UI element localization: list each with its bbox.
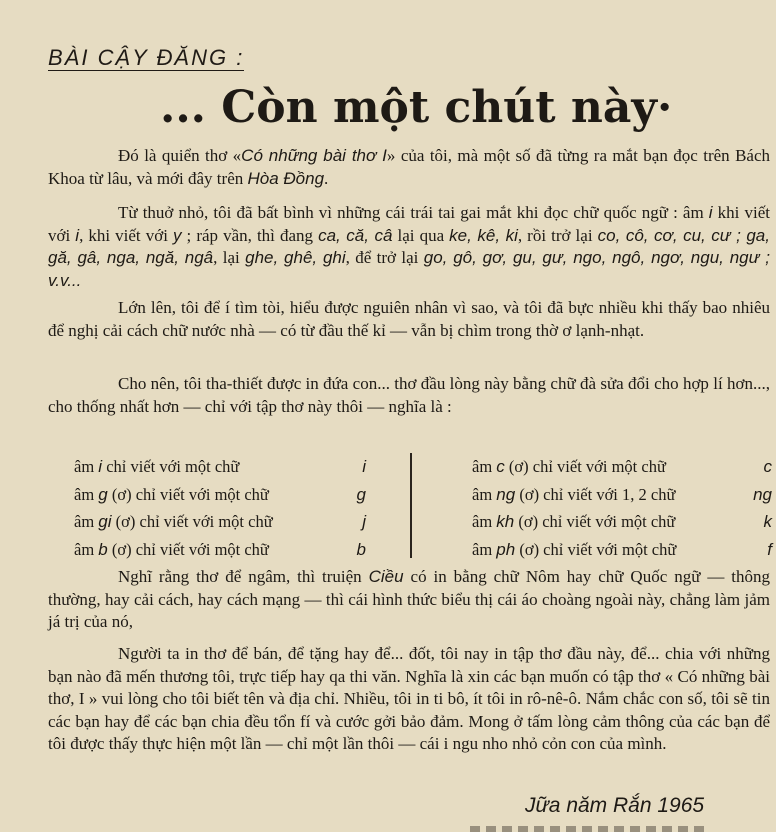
rule-row: âm kh (ơ) chỉ viết với một chữ k	[472, 512, 772, 531]
signature-date: Jữa năm Rắn 1965	[525, 794, 705, 817]
paragraph-6: Người ta in thơ để bán, để tặng hay để... đốt, tôi nay in tập thơ đầu này, để... chia với những bạn nào đã mến thương tôi, trực tiếp hay qa thi văn. Nghĩa là xin các bạn muốn có tập thơ « Có những bài thơ, I » vui lòng cho tôi biết tên và địa chỉ. Nhiều, tôi in ti bô, ít tôi in rô-nê-ô. Nắm chắc con số, tôi sẽ tin các bạn hay để các bạn chia đều tổn fí và cước gởi bảo đảm. Mong ở tấm lòng cảm thông của các bạn để tôi được thấy thực hiện một lần — chỉ một lần thôi — cái i ngu nho nhỏ cỏn con của mình.	[48, 644, 770, 753]
paragraph-5: Nghĩ rằng thơ để ngâm, thì truiện Ciều có in bằng chữ Nôm hay chữ Quốc ngữ — thông thường, hay cải cách, hay cách mạng — thì cái hình thức biểu thị cái áo choàng ngoài này, chẳng làm jảm já trị của nó,	[48, 567, 770, 631]
rule-row: âm ph (ơ) chỉ viết với một chữ f	[472, 539, 772, 559]
rule-row: âm c (ơ) chỉ viết với một chữ c	[472, 457, 772, 476]
rule-row: âm ng (ơ) chỉ viết với 1, 2 chữ ng	[472, 484, 772, 504]
paragraph-4: Cho nên, tôi tha-thiết được in đứa con... thơ đầu lòng này bằng chữ đà sửa đổi cho hợp lí hơn..., cho thống nhất hơn — chỉ với tập thơ này thôi — nghĩa là :	[48, 374, 770, 416]
paragraph-3: Lớn lên, tôi để í tìm tòi, hiểu được nguiên nhân vì sao, và tôi đã bực nhiều khi thấy bao nhiêu để nghị cải cách chữ nước nhà — có từ đầu thế kỉ — vẫn bị chìm trong thờ ơ lạnh-nhạt.	[48, 298, 770, 340]
rules-left-column	[74, 455, 366, 565]
article-title: ... Còn một chút này·	[160, 82, 673, 133]
spelling-rules-table	[74, 455, 772, 560]
paragraph-2: Từ thuở nhỏ, tôi đã bất bình vì những cái trái tai gai mắt khi đọc chữ quốc ngữ : âm i khi viết với i, khi viết với y ; ráp vần, thì đang ca, că, câ lại qua ke, kê, ki, rồi trở lại co, cô, cơ, cu, cư ; ga, gă, gâ, nga, ngă, ngâ, lại ghe, ghê, ghi, để trở lại go, gô, gơ, gu, gư, ngo, ngô, ngơ, ngu, ngư ; v.v...	[48, 203, 770, 290]
rule-row: âm i chỉ viết với một chữ i	[74, 457, 366, 476]
cropped-text-line	[470, 826, 710, 832]
rule-row: âm gi (ơ) chỉ viết với một chữ j	[74, 512, 366, 531]
rules-right-column	[472, 455, 772, 565]
rule-row: âm g (ơ) chỉ viết với một chữ g	[74, 484, 366, 504]
column-divider	[410, 453, 412, 558]
section-label: BÀI CẬY ĐĂNG :	[48, 45, 245, 70]
rule-row: âm b (ơ) chỉ viết với một chữ b	[74, 539, 366, 559]
paragraph-1: Đó là quiển thơ «Có những bài thơ I» của tôi, mà một số đã từng ra mắt bạn đọc trên Bách Khoa từ lâu, và mới đây trên Hòa Đồng.	[48, 146, 770, 188]
